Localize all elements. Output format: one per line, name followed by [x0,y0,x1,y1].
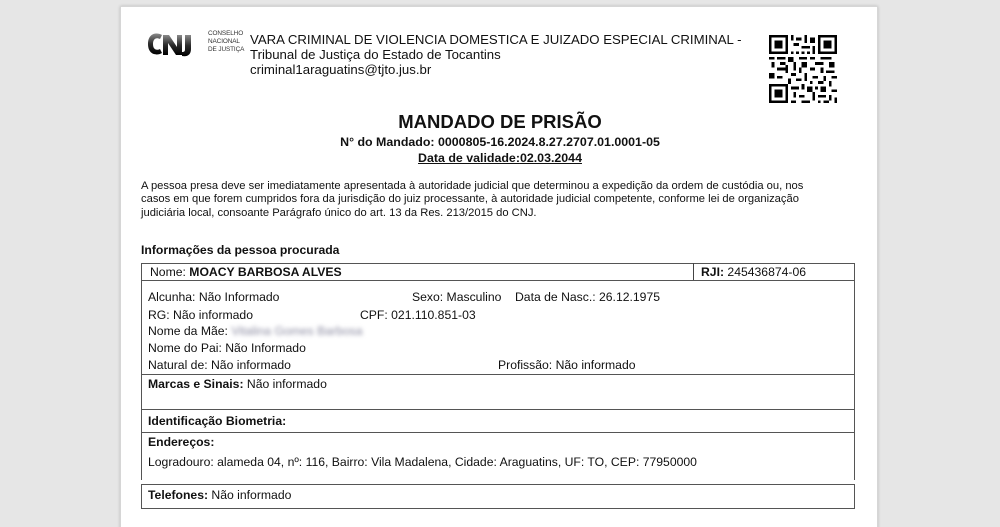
rji-value: 245436874-06 [724,265,807,279]
court-name: VARA CRIMINAL DE VIOLENCIA DOMESTICA E JUIZADO ESPECIAL CRIMINAL - [250,32,742,47]
marks-row [141,374,855,409]
father-name: Nome do Pai: Não Informado [148,341,306,355]
phones [148,488,291,502]
mother-name-redacted: Vitalina Gomes Barbosa [231,324,363,338]
name-label: Nome: [150,265,190,279]
profession: Profissão: Não informado [498,358,636,372]
notice-line: casos em que forem cumpridos fora da jurisdição do juiz processante, à autoridade judicial competente, conforme lei de organização [141,193,799,206]
marks [148,377,327,391]
details-row [141,280,855,374]
cnj-logo-icon [145,29,205,59]
address: Logradouro: alameda 04, nº: 116, Bairro: Vila Madalena, Cidade: Araguatins, UF: TO, CEP: 77950000 [148,455,697,469]
mother-name-label: Nome da Mãe: [148,324,232,338]
birth-date: Data de Nasc.: 26.12.1975 [515,290,660,304]
birthplace: Natural de: Não informado [148,358,291,372]
warrant-number-value: 0000805-16.2024.8.27.2707.01.0001-05 [438,135,660,149]
phones-row [141,484,855,509]
qr-code-icon [769,35,837,103]
cpf: CPF: 021.110.851-03 [360,308,476,322]
biometrics-row [141,409,855,432]
validity-label: Data de validade: [418,151,520,165]
logo-subtitle-line: CONSELHO [208,30,244,37]
alias: Alcunha: Não Informado [148,290,280,304]
biometrics-label: Identificação Biometria: [148,414,287,428]
tribunal-name: Tribunal de Justiça do Estado de Tocantins [250,47,501,62]
sex: Sexo: Masculino [412,290,502,304]
person-name [150,265,342,279]
validity-date [121,151,879,165]
legal-notice [141,180,861,220]
court-email: criminal1araguatins@tjto.jus.br [250,62,432,77]
logo-subtitle-line: NACIONAL [208,38,240,45]
rji-divider [693,263,694,280]
warrant-number [121,135,879,149]
document-title: MANDADO DE PRISÃO [398,111,602,132]
rji-label: RJI: [701,265,725,279]
cnj-logo-subtitle [208,30,244,54]
mother-name [148,324,363,338]
validity-value: 02.03.2044 [519,151,582,165]
addresses-row [141,432,855,480]
phones-label: Telefones: [148,488,209,502]
addresses-label: Endereços: [148,435,215,449]
logo-subtitle-line: DE JUSTIÇA [208,46,245,53]
name-value: MOACY BARBOSA ALVES [189,265,342,279]
document-page [120,6,878,527]
marks-value: Não informado [243,377,327,391]
phones-value: Não informado [208,488,292,502]
cnj-logo [145,29,205,59]
wanted-person-heading: Informações da pessoa procurada [141,243,340,257]
notice-line: judiciária local, consoante Parágrafo único do art. 13 da Res. 213/2015 do CNJ. [141,206,537,219]
marks-label: Marcas e Sinais: [148,377,244,391]
warrant-number-label: N° do Mandado: [340,135,438,149]
notice-line: A pessoa presa deve ser imediatamente apresentada à autoridade judicial que determinou a expedição da ordem de custódia ou, nos [141,180,804,192]
rg: RG: Não informado [148,308,253,322]
name-row [141,263,855,280]
rji [701,265,806,279]
